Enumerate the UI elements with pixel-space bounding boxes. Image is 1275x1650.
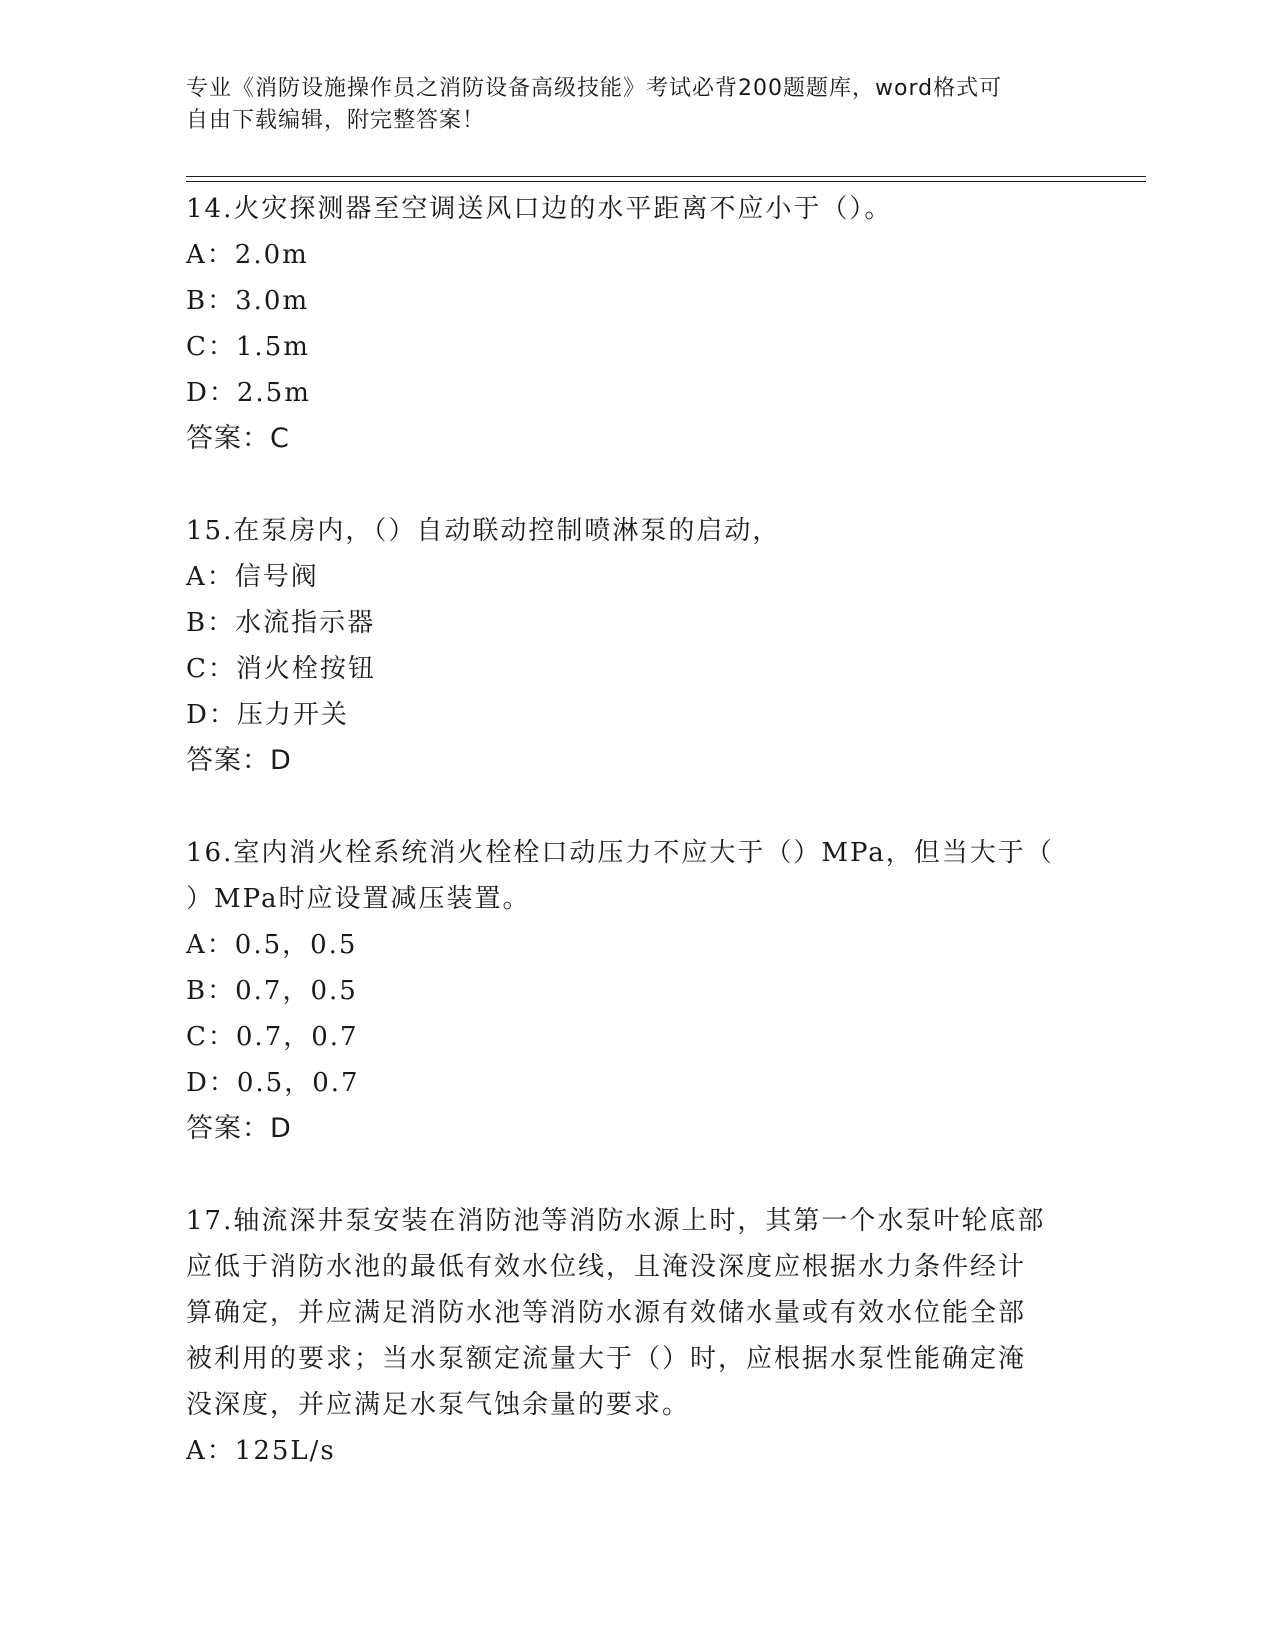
option-a: A：0.5，0.5 (186, 930, 358, 960)
answer: 答案：C (186, 423, 290, 454)
option-d: D：0.5，0.7 (186, 1068, 360, 1098)
header-line-1: 专业《消防设施操作员之消防设备高级技能》考试必背200题题库，word格式可 (186, 76, 1003, 101)
question-14 (186, 186, 1086, 462)
header-divider-bottom (186, 181, 1146, 182)
document-header (186, 73, 1086, 137)
option-d: D：2.5m (186, 378, 311, 408)
stem-line: 算确定，并应满足消防水池等消防水源有效储水量或有效水位能全部 (186, 1298, 1027, 1328)
option-a: A：2.0m (186, 240, 309, 270)
option-a: A：125L/s (186, 1436, 336, 1466)
option-b: B：水流指示器 (186, 608, 376, 638)
question-15 (186, 508, 1086, 784)
option-c: C：0.7，0.7 (186, 1022, 359, 1052)
option-d: D：压力开关 (186, 700, 349, 730)
stem-line: 17.轴流深井泵安装在消防池等消防水源上时，其第一个水泵叶轮底部 (186, 1206, 1046, 1236)
stem-line: ）MPa时应设置减压装置。 (186, 884, 531, 914)
stem-line: 14.火灾探测器至空调送风口边的水平距离不应小于（）。 (186, 194, 893, 224)
question-stem (186, 830, 1086, 922)
option-b: B：3.0m (186, 286, 310, 316)
stem-line: 15.在泵房内，（）自动联动控制喷淋泵的启动， (186, 516, 781, 546)
header-divider-top (186, 176, 1146, 177)
answer: 答案：D (186, 1113, 292, 1144)
header-line-2: 自由下载编辑，附完整答案！ (186, 108, 486, 133)
question-stem (186, 186, 1086, 232)
option-a: A：信号阀 (186, 562, 319, 592)
stem-line: 16.室内消火栓系统消火栓栓口动压力不应大于（）MPa，但当大于（ (186, 838, 1054, 868)
stem-line: 没深度，并应满足水泵气蚀余量的要求。 (186, 1390, 691, 1420)
question-stem (186, 508, 1086, 554)
question-stem (186, 1198, 1086, 1428)
option-c: C：1.5m (186, 332, 310, 362)
question-16 (186, 830, 1086, 1152)
question-17 (186, 1198, 1086, 1474)
option-b: B：0.7，0.5 (186, 976, 358, 1006)
stem-line: 应低于消防水池的最低有效水位线，且淹没深度应根据水力条件经计 (186, 1252, 1027, 1282)
question-list (186, 186, 1086, 1474)
answer: 答案：D (186, 745, 292, 776)
stem-line: 被利用的要求；当水泵额定流量大于（）时，应根据水泵性能确定淹 (186, 1344, 1027, 1374)
option-c: C：消火栓按钮 (186, 654, 376, 684)
